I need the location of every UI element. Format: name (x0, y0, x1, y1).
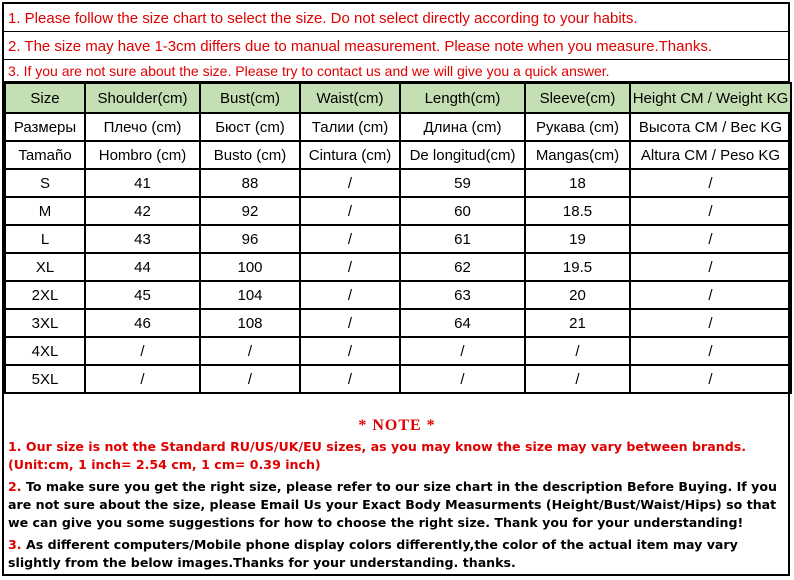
note-item-3 (8, 536, 786, 572)
table-row-cell: / (525, 337, 630, 365)
table-row-cell: 100 (200, 253, 300, 281)
table-row (5, 169, 791, 197)
header-row-ru (5, 113, 791, 141)
table-row-cell: 64 (400, 309, 525, 337)
header-row-ru-cell: Рукава (cm) (525, 113, 630, 141)
header-row-es-cell: Tamaño (5, 141, 85, 169)
table-row (5, 281, 791, 309)
table-row-cell: / (630, 365, 791, 393)
header-row-es-cell: Mangas(cm) (525, 141, 630, 169)
note-item-3-number: 3. (8, 537, 22, 552)
table-row-cell: / (300, 337, 400, 365)
header-row-cell: Sleeve(cm) (525, 83, 630, 113)
table-row (5, 197, 791, 225)
table-row-cell: / (300, 309, 400, 337)
table-row-cell: 19 (525, 225, 630, 253)
table-row-cell: 45 (85, 281, 200, 309)
table-row-cell: 5XL (5, 365, 85, 393)
table-row-cell: 62 (400, 253, 525, 281)
table-row-cell: 21 (525, 309, 630, 337)
table-row-cell: / (300, 169, 400, 197)
instruction-1: 1. Please follow the size chart to select the size. Do not select directly according to your habits. (4, 6, 788, 32)
table-row-cell: 44 (85, 253, 200, 281)
instruction-2: 2. The size may have 1-3cm differs due to manual measurement. Please note when you measure.Thanks. (4, 34, 788, 60)
table-row (5, 309, 791, 337)
header-row-es-cell: Busto (cm) (200, 141, 300, 169)
table-row-cell: / (630, 169, 791, 197)
table-row-cell: / (630, 309, 791, 337)
header-row-ru-cell: Плечо (cm) (85, 113, 200, 141)
table-row-cell: 43 (85, 225, 200, 253)
instruction-3: 3. If you are not sure about the size. Please try to contact us and we will give you a quick answer. (4, 60, 788, 82)
table-row-cell: 60 (400, 197, 525, 225)
note-item-1 (8, 438, 786, 456)
table-row-cell: / (300, 225, 400, 253)
note-item-2-number: 2. (8, 479, 22, 494)
table-row-cell: 3XL (5, 309, 85, 337)
header-row-cell: Size (5, 83, 85, 113)
note-item-3-text: As different computers/Mobile phone display colors differently,the color of the actual item may vary slightly from the below images.Thanks for your understanding. thanks. (8, 537, 738, 570)
table-row-cell: / (630, 253, 791, 281)
table-row (5, 365, 791, 393)
header-row-es (5, 141, 791, 169)
table-row-cell: 104 (200, 281, 300, 309)
table-row-cell: L (5, 225, 85, 253)
table-row-cell: / (300, 253, 400, 281)
table-row-cell: / (85, 337, 200, 365)
note-title: * NOTE * (358, 417, 436, 434)
header-row-ru-cell: Высота CM / Вес KG (630, 113, 791, 141)
header-row-ru-cell: Размеры (5, 113, 85, 141)
header-row-es-cell: Hombro (cm) (85, 141, 200, 169)
table-row-cell: 18 (525, 169, 630, 197)
header-row-es-cell: Cintura (cm) (300, 141, 400, 169)
table-row-cell: / (300, 365, 400, 393)
table-row-cell: / (300, 197, 400, 225)
table-row-cell: 92 (200, 197, 300, 225)
header-row-ru-cell: Длина (cm) (400, 113, 525, 141)
header-row-cell: Waist(cm) (300, 83, 400, 113)
table-row-cell: / (200, 365, 300, 393)
table-row-cell: / (630, 281, 791, 309)
table-row-cell: XL (5, 253, 85, 281)
table-row-cell: / (630, 197, 791, 225)
header-row-es-cell: De longitud(cm) (400, 141, 525, 169)
table-row-cell: 88 (200, 169, 300, 197)
table-row-cell: 63 (400, 281, 525, 309)
table-row-cell: 46 (85, 309, 200, 337)
table-row (5, 253, 791, 281)
table-row-cell: / (85, 365, 200, 393)
header-row-ru-cell: Бюст (cm) (200, 113, 300, 141)
table-row-cell: / (400, 365, 525, 393)
table-row-cell: / (630, 225, 791, 253)
table-row-cell: / (200, 337, 300, 365)
table-row-cell: 2XL (5, 281, 85, 309)
header-row-es-cell: Altura CM / Peso KG (630, 141, 791, 169)
table-row-cell: / (300, 281, 400, 309)
table-row-cell: 4XL (5, 337, 85, 365)
table-row-cell: M (5, 197, 85, 225)
note-item-1-text: 1. Our size is not the Standard RU/US/UK/EU sizes, as you may know the size may vary between brands. (8, 439, 747, 454)
header-row-cell: Bust(cm) (200, 83, 300, 113)
table-row-cell: 18.5 (525, 197, 630, 225)
table-row-cell: 19.5 (525, 253, 630, 281)
table-row-cell: / (525, 365, 630, 393)
header-row-ru-cell: Талии (cm) (300, 113, 400, 141)
note-unit: (Unit:cm, 1 inch= 2.54 cm, 1 cm= 0.39 inch) (8, 457, 321, 472)
header-row-cell: Shoulder(cm) (85, 83, 200, 113)
table-row-cell: 96 (200, 225, 300, 253)
table-row-cell: 42 (85, 197, 200, 225)
table-row-cell: 61 (400, 225, 525, 253)
header-row-cell: Height CM / Weight KG (630, 83, 791, 113)
note-item-2-text: To make sure you get the right size, please refer to our size chart in the description Before Buying. If you are not sure about the size, please Email Us your Exact Body Measurments (Height/Bust/Waist/Hips) so that we can give you some suggestions for how to choose the right size. Thank you for your understanding! (8, 479, 777, 530)
table-row-cell: 41 (85, 169, 200, 197)
table-row-cell: 108 (200, 309, 300, 337)
note-item-2 (8, 478, 786, 532)
table-row-cell: 59 (400, 169, 525, 197)
table-row-cell: S (5, 169, 85, 197)
table-row (5, 337, 791, 365)
header-row (5, 83, 791, 113)
size-table (4, 82, 792, 394)
table-row-cell: 20 (525, 281, 630, 309)
table-row-cell: / (630, 337, 791, 365)
header-row-cell: Length(cm) (400, 83, 525, 113)
table-row-cell: / (400, 337, 525, 365)
note-section (4, 414, 790, 576)
table-row (5, 225, 791, 253)
